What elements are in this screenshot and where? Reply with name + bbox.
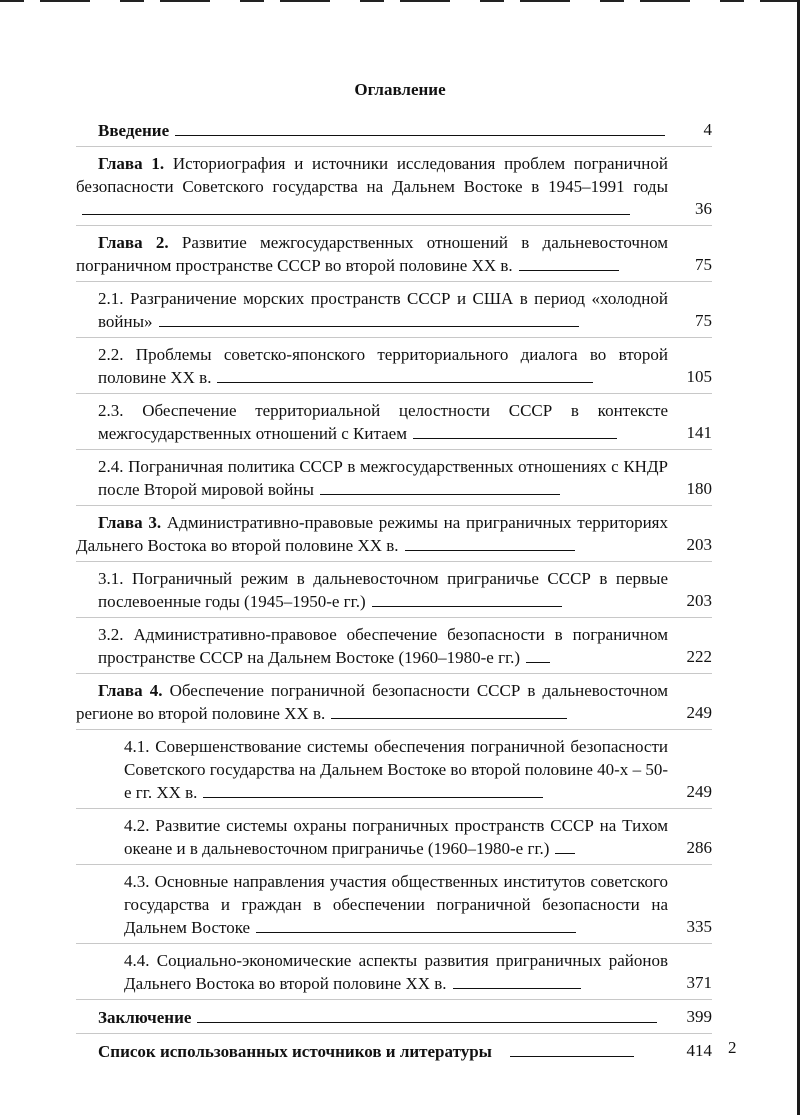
entry-label: Глава 2.	[98, 233, 169, 252]
entry-text: 3.1. Пограничный режим в дальневосточном приграничье СССР в первые послевоенные годы (1945–1950-е гг.)	[98, 569, 668, 611]
entry-text: Обеспечение пограничной безопасности СССР в дальневосточном регионе во второй половине XX в.	[76, 681, 668, 723]
entry-text: 2.4. Пограничная политика СССР в межгосударственных отношениях с КНДР после Второй мировой войны	[98, 457, 668, 499]
entry-text: 2.2. Проблемы советско-японского территориального диалога во второй половине XX в.	[98, 345, 668, 387]
entry-label: Заключение	[98, 1008, 192, 1027]
toc-entry-section-3-2[interactable]	[76, 623, 712, 674]
entry-page: 105	[686, 367, 712, 386]
dot-leader	[555, 852, 575, 854]
toc-entry-section-4-4[interactable]	[76, 949, 712, 1000]
entry-label: Список использованных источников и литературы	[98, 1042, 492, 1061]
dot-leader	[372, 605, 562, 607]
toc-entry-references[interactable]	[76, 1039, 712, 1067]
entry-label: Глава 1.	[98, 154, 165, 173]
dot-leader	[159, 325, 579, 327]
entry-text: 2.1. Разграничение морских пространств СССР и США в период «холодной войны»	[98, 289, 668, 331]
dot-leader	[519, 269, 619, 271]
toc-entry-introduction[interactable]	[76, 118, 712, 147]
dot-leader	[256, 931, 576, 933]
dot-leader	[510, 1055, 634, 1057]
dot-leader	[453, 987, 581, 989]
table-of-contents	[76, 118, 712, 1072]
dot-leader	[82, 213, 630, 215]
entry-label: Глава 3.	[98, 513, 162, 532]
page-title: Оглавление	[354, 80, 446, 99]
entry-page: 75	[695, 255, 712, 274]
entry-page: 249	[686, 703, 712, 722]
toc-entry-section-4-3[interactable]	[76, 870, 712, 944]
toc-entry-chapter-4[interactable]	[76, 679, 712, 730]
dot-leader	[331, 717, 567, 719]
entry-page: 286	[686, 838, 712, 857]
scan-edge-top	[0, 0, 800, 2]
entry-page: 371	[686, 973, 712, 992]
entry-text: 4.2. Развитие системы охраны пограничных пространств СССР на Тихом океане и в дальневосточном приграничье (1960–1980-е гг.)	[124, 816, 668, 858]
toc-entry-section-2-1[interactable]	[76, 287, 712, 338]
entry-page: 36	[695, 199, 712, 218]
toc-entry-chapter-1[interactable]	[76, 152, 712, 226]
entry-page: 249	[686, 782, 712, 801]
entry-page: 335	[686, 917, 712, 936]
toc-entry-section-3-1[interactable]	[76, 567, 712, 618]
entry-page: 414	[686, 1041, 712, 1060]
entry-text: Историография и источники исследования проблем пограничной безопасности Советского государства на Дальнем Востоке в 1945–1991 годы	[76, 154, 668, 196]
toc-entry-chapter-2[interactable]	[76, 231, 712, 282]
entry-label: Введение	[98, 121, 170, 140]
entry-text: 2.3. Обеспечение территориальной целостности СССР в контексте межгосударственных отношений с Китаем	[98, 401, 668, 443]
toc-entry-section-4-1[interactable]	[76, 735, 712, 809]
entry-text: Развитие межгосударственных отношений в дальневосточном пограничном пространстве СССР во второй половине XX в.	[76, 233, 669, 275]
toc-entry-section-2-4[interactable]	[76, 455, 712, 506]
entry-text: 4.3. Основные направления участия общественных институтов советского государства и граждан в обеспечении пограничной безопасности на Дальнем Востоке	[124, 872, 668, 937]
toc-entry-section-2-2[interactable]	[76, 343, 712, 394]
dot-leader	[413, 437, 617, 439]
entry-page: 203	[686, 591, 712, 610]
dot-leader	[175, 134, 665, 136]
entry-page: 4	[703, 120, 712, 139]
entry-page: 180	[686, 479, 712, 498]
dot-leader	[526, 661, 550, 663]
entry-page: 75	[695, 311, 712, 330]
entry-page: 222	[686, 647, 712, 666]
dot-leader	[203, 796, 543, 798]
entry-page: 141	[686, 423, 712, 442]
entry-text: 4.1. Совершенствование системы обеспечения пограничной безопасности Советского государства на Дальнем Востоке во второй половине 40-х – 50-е гг. XX в.	[124, 737, 668, 802]
entry-text: 3.2. Административно-правовое обеспечение безопасности в пограничном пространстве СССР на Дальнем Востоке (1960–1980-е гг.)	[98, 625, 668, 667]
toc-entry-chapter-3[interactable]	[76, 511, 712, 562]
page-number: 2	[728, 1038, 737, 1057]
entry-text: 4.4. Социально-экономические аспекты развития приграничных районов Дальнего Востока во второй половине XX в.	[124, 951, 668, 993]
entry-page: 399	[686, 1007, 712, 1026]
toc-entry-section-4-2[interactable]	[76, 814, 712, 865]
toc-entry-section-2-3[interactable]	[76, 399, 712, 450]
entry-text: Административно-правовые режимы на приграничных территориях Дальнего Востока во второй половине XX в.	[76, 513, 668, 555]
dot-leader	[217, 381, 593, 383]
entry-label: Глава 4.	[98, 681, 163, 700]
dot-leader	[405, 549, 575, 551]
dot-leader	[197, 1021, 657, 1023]
toc-entry-conclusion[interactable]	[76, 1005, 712, 1034]
entry-page: 203	[686, 535, 712, 554]
dot-leader	[320, 493, 560, 495]
